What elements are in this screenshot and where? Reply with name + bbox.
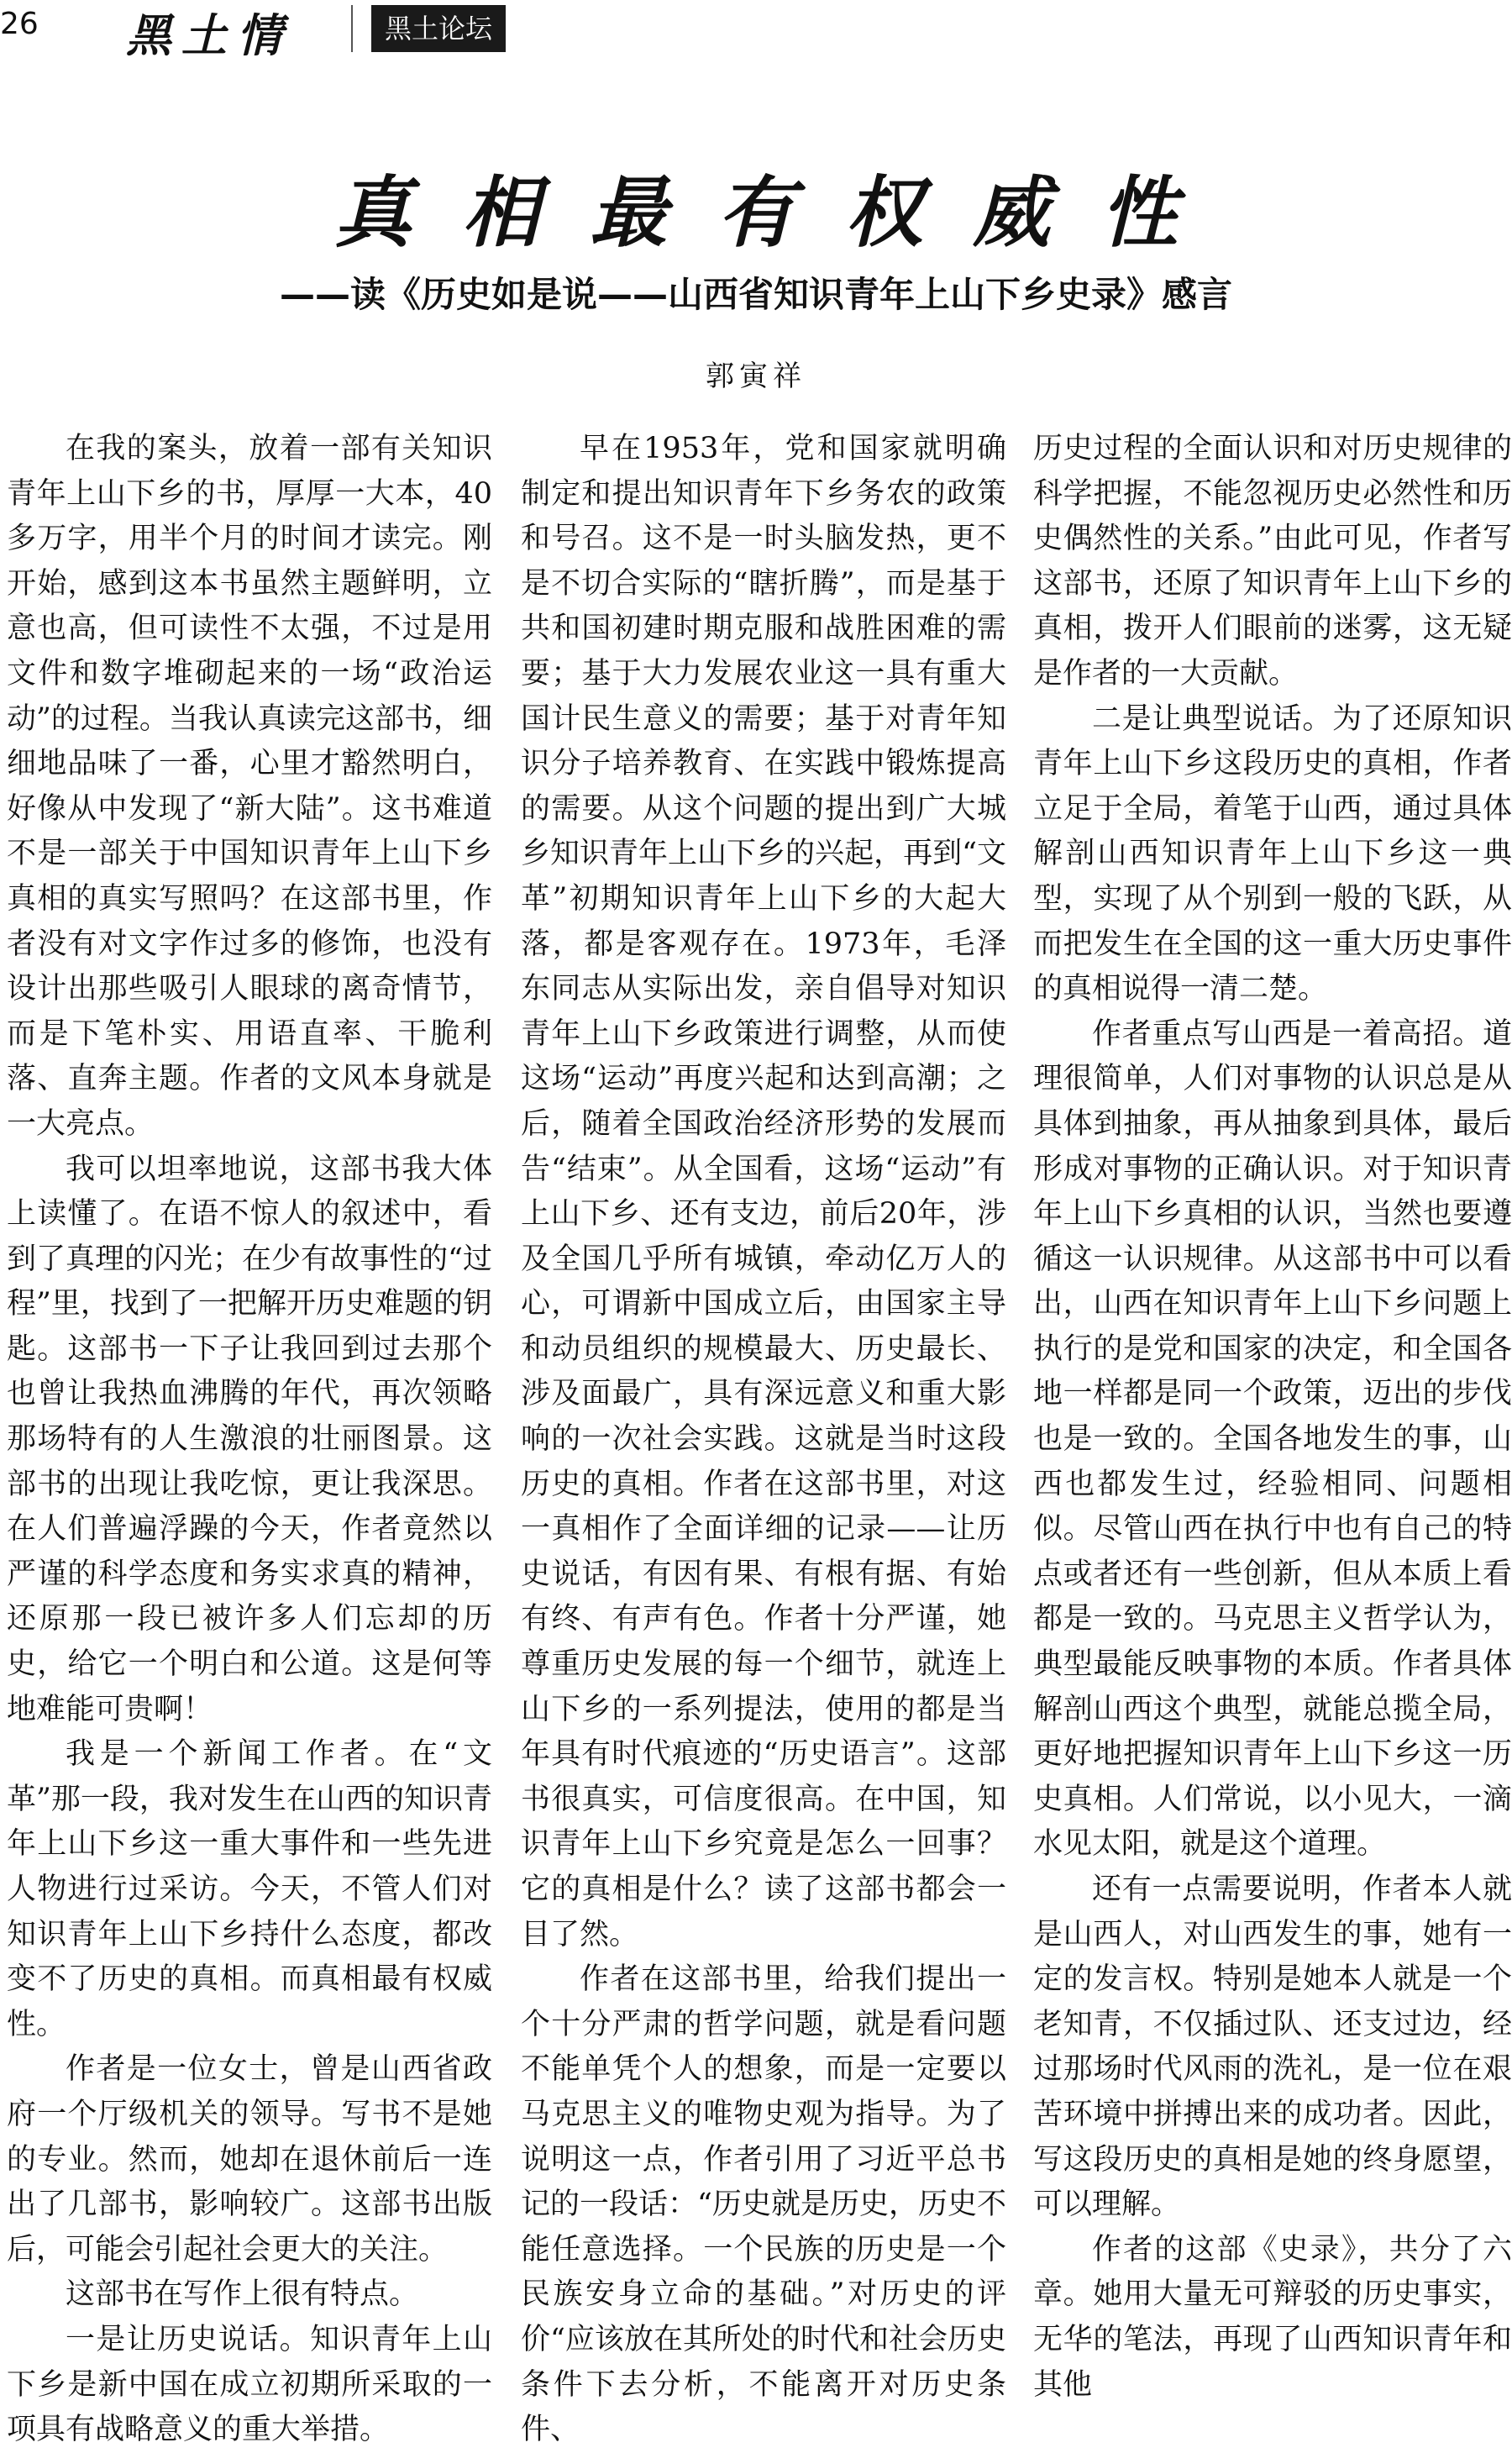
paragraph: 作者重点写山西是一着高招。道理很简单，人们对事物的认识总是从具体到抽象，再从抽象到具体，最后形成对事物的正确认识。对于知识青年上山下乡真相的认识，当然也要遵循这一认识规律。从这部书中可以看出，山西在知识青年上山下乡问题上执行的是党和国家的决定，和全国各地一样都是同一个政策，迈出的步伐也是一致的。全国各地发生的事，山西也都发生过，经验相同、问题相似。尽管山西在执行中也有自己的特点或者还有一些创新，但从本质上看都是一致的。马克思主义哲学认为，典型最能反映事物的本质。作者具体解剖山西这个典型，就能总揽全局，更好地把握知识青年上山下乡这一历史真相。人们常说，以小见大，一滴水见太阳，就是这个道理。 (1033, 1016, 1512, 1862)
page-header (0, 0, 1512, 60)
article-title: 真相最有权威性 (333, 167, 1228, 258)
magazine-logo: 黑土情 (126, 8, 292, 62)
text-column-2 (521, 427, 1006, 2447)
paragraph: 我是一个新闻工作者。在“文革”那一段，我对发生在山西的知识青年上山下乡这一重大事件和一些先进人物进行过采访。今天，不管人们对知识青年上山下乡持什么态度，都改变不了历史的真相。而真相最有权威性。 (7, 1737, 492, 2041)
article-subtitle: ——读《历史如是说——山西省知识青年上山下乡史录》感言 (279, 274, 1232, 315)
paragraph: 二是让典型说话。为了还原知识青年上山下乡这段历史的真相，作者立足于全局，着笔于山西，通过具体解剖山西知识青年上山下乡这一典型，实现了从个别到一般的飞跃，从而把发生在全国的这一重大历史事件的真相说得一清二楚。 (1033, 701, 1512, 1006)
paragraph: 作者是一位女士，曾是山西省政府一个厅级机关的领导。写书不是她的专业。然而，她却在退休前后一连出了几部书，影响较广。这部书出版后，可能会引起社会更大的关注。 (7, 2052, 492, 2267)
article-author: 郭寅祥 (706, 360, 806, 393)
paragraph: 作者的这部《史录》，共分了六章。她用大量无可辩驳的历史事实，无华的笔法，再现了山西知识青年和其他 (1033, 2232, 1512, 2402)
text-column-3 (1033, 427, 1512, 2402)
paragraph: 历史过程的全面认识和对历史规律的科学把握，不能忽视历史必然性和历史偶然性的关系。”由此可见，作者写这部书，还原了知识青年上山下乡的真相，拨开人们眼前的迷雾，这无疑是作者的一大贡献。 (1033, 432, 1512, 691)
text-column-1 (7, 427, 492, 2447)
section-tag: 黑土论坛 (371, 5, 506, 52)
paragraph: 这部书在写作上很有特点。 (66, 2277, 419, 2312)
page-number: 26 (0, 7, 39, 41)
paragraph: 作者在这部书里，给我们提出一个十分严肃的哲学问题，就是看问题不能单凭个人的想象，而是一定要以马克思主义的唯物史观为指导。为了说明这一点，作者引用了习近平总书记的一段话：“历史就是历史，历史不能任意选择。一个民族的历史是一个民族安身立命的基础。”对历史的评价“应该放在其所处的时代和社会历史条件下去分析，不能离开对历史条件、 (521, 1962, 1006, 2447)
paragraph: 一是让历史说话。知识青年上山下乡是新中国在成立初期所采取的一项具有战略意义的重大举措。 (7, 2322, 492, 2447)
paragraph: 早在1953年，党和国家就明确制定和提出知识青年下乡务农的政策和号召。这不是一时头脑发热，更不是不切合实际的“瞎折腾”，而是基于共和国初建时期克服和战胜困难的需要；基于大力发展农业这一具有重大国计民生意义的需要；基于对青年知识分子培养教育、在实践中锻炼提高的需要。从这个问题的提出到广大城乡知识青年上山下乡的兴起，再到“文革”初期知识青年上山下乡的大起大落，都是客观存在。1973年，毛泽东同志从实际出发，亲自倡导对知识青年上山下乡政策进行调整，从而使这场“运动”再度兴起和达到高潮；之后，随着全国政治经济形势的发展而告“结束”。从全国看，这场“运动”有上山下乡、还有支边，前后20年，涉及全国几乎所有城镇，牵动亿万人的心，可谓新中国成立后，由国家主导和动员组织的规模最大、历史最长、涉及面最广，具有深远意义和重大影响的一次社会实践。这就是当时这段历史的真相。作者在这部书里，对这一真相作了全面详细的记录——让历史说话，有因有果、有根有据、有始有终、有声有色。作者十分严谨，她尊重历史发展的每一个细节，就连上山下乡的一系列提法，使用的都是当年具有时代痕迹的“历史语言”。这部书很真实，可信度很高。在中国，知识青年上山下乡究竟是怎么一回事？它的真相是什么？读了这部书都会一目了然。 (521, 432, 1006, 1951)
paragraph: 还有一点需要说明，作者本人就是山西人，对山西发生的事，她有一定的发言权。特别是她本人就是一个老知青，不仅插过队、还支过边，经过那场时代风雨的洗礼，是一位在艰苦环境中拼搏出来的成功者。因此，写这段历史的真相是她的终身愿望，可以理解。 (1033, 1873, 1512, 2222)
paragraph: 在我的案头，放着一部有关知识青年上山下乡的书，厚厚一大本，40多万字，用半个月的时间才读完。刚开始，感到这本书虽然主题鲜明，立意也高，但可读性不太强，不过是用文件和数字堆砌起来的一场“政治运动”的过程。当我认真读完这部书，细细地品味了一番，心里才豁然明白，好像从中发现了“新大陆”。这书难道不是一部关于中国知识青年上山下乡真相的真实写照吗？在这部书里，作者没有对文字作过多的修饰，也没有设计出那些吸引人眼球的离奇情节，而是下笔朴实、用语直率、干脆利落、直奔主题。作者的文风本身就是一大亮点。 (7, 432, 492, 1141)
paragraph: 我可以坦率地说，这部书我大体上读懂了。在语不惊人的叙述中，看到了真理的闪光；在少有故事性的“过程”里，找到了一把解开历史难题的钥匙。这部书一下子让我回到过去那个也曾让我热血沸腾的年代，再次领略那场特有的人生激浪的壮丽图景。这部书的出现让我吃惊，更让我深思。在人们普遍浮躁的今天，作者竟然以严谨的科学态度和务实求真的精神，还原那一段已被许多人们忘却的历史，给它一个明白和公道。这是何等地难能可贵啊！ (7, 1152, 492, 1726)
header-divider (351, 5, 353, 52)
